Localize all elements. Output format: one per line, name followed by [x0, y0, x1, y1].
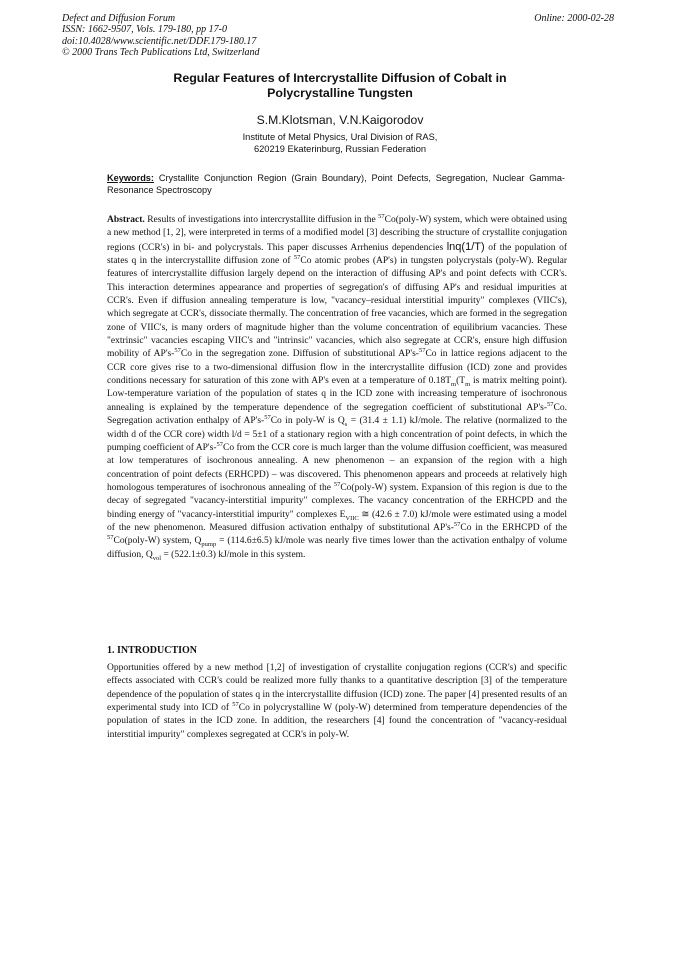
doi-line: doi:10.4028/www.scientific.net/DDF.179-180.17	[62, 35, 257, 47]
abstract-text: Co in the ERHCPD of the	[460, 522, 567, 533]
subscript: m	[451, 381, 457, 389]
abstract-text: Co from the CCR core is much larger than the volume diffusion coefficient, was measured at low temperatures of isochronous annealing. A new phenomenon – an expansion of the region with a high concentration of point defects (ERHCPD) – was discovered. This phenomenon appears and proceeds at relatively high homologous temperatures of isochronous annealing of the	[107, 442, 567, 493]
subscript: m	[465, 381, 471, 389]
subscript: VIIC	[345, 514, 359, 522]
abstract-text: of the population of states q in the intercrystallite diffusion zone of	[107, 242, 567, 267]
abstract-text: = (522.1±0.3) kJ/mole in this system.	[161, 549, 306, 560]
authors: S.M.Klotsman, V.N.Kaigorodov	[256, 113, 424, 127]
abstract-text: ≅ (42.6 ± 7.0) kJ/mole were estimated using a model of the new phenomenon. Measured diffusion activation enthalpy of substitutional AP's-	[107, 509, 568, 533]
affiliation-line-1: Institute of Metal Physics, Ural Division of RAS,	[242, 132, 438, 142]
keywords-text: Crystallite Conjunction Region (Grain Boundary), Point Defects, Segregation, Nuclear Gamma-Resonance Spectroscopy	[107, 173, 565, 196]
journal-header	[62, 13, 614, 59]
title-line-2: Polycrystalline Tungsten	[267, 86, 413, 100]
issn-line: ISSN: 1662-9507, Vols. 179-180, pp 17-0	[62, 24, 227, 36]
journal-name: Defect and Diffusion Forum	[62, 13, 176, 24]
subscript: pump	[201, 541, 217, 549]
isotope-sup: 57	[418, 347, 426, 355]
abstract-text: Co in poly-W is Q	[270, 416, 345, 427]
copyright-line: © 2000 Trans Tech Publications Ltd, Switzerland	[62, 47, 260, 59]
keywords	[107, 172, 565, 196]
paper-title	[90, 71, 590, 101]
affiliation-line-2: 620219 Ekaterinburg, Russian Federation	[253, 143, 427, 154]
isotope-sup: 57	[293, 253, 301, 261]
isotope-sup: 57	[547, 400, 554, 408]
isotope-sup: 57	[216, 440, 223, 448]
online-date: Online: 2000-02-28	[534, 13, 614, 24]
abstract-text: Co. Segregation activation enthalpy of AP's-	[107, 402, 567, 427]
abstract-text: Co in lattice regions adjacent to the CCR core gives rise to a two-dimensional diffusion flow in the intercrystallite diffusion (ICD) zone and provides conditions necessary for saturation of this zone with AP's even at a temperature of 0.18T	[107, 349, 567, 387]
title-line-1: Regular Features of Intercrystallite Diffusion of Cobalt in	[173, 71, 507, 85]
abstract-label: Abstract.	[107, 215, 145, 225]
lnq-expression: lnq(1/T)	[446, 240, 485, 253]
abstract-text: Results of investigations into intercrystallite diffusion in the	[147, 215, 379, 225]
intro-text: Opportunities offered by a new method [1,2] of investigation of crystallite conjugation regions (CCR's) and specific effects associated with CCR's could be realized more fully thanks to a quantitative description [3] of the temperature dependence of the population of states q in the intercrystallite diffusion (ICD) zone. The paper [4] presented results of an experimental study into ICD of	[107, 663, 567, 714]
subscript: s	[344, 421, 348, 429]
keywords-label: Keywords:	[107, 173, 154, 183]
isotope-sup: 57	[232, 700, 239, 708]
intro-text: Co in polycrystalline W (poly-W) determined from temperature dependencies of the population of states in the ICD zone. In addition, the researchers [4] found the concentration of "vacancy-residual interstitial impurity" complexes segregated at CCR's in poly-W.	[107, 703, 567, 740]
affiliation	[100, 132, 580, 155]
abstract	[107, 214, 567, 562]
isotope-sup: 57	[378, 212, 385, 220]
abstract-text: = (31.4 ± 1.1) kJ/mole. The relative (normalized to the width d of the CCR core) width l/d = 5±1 of a stationary region with a high concentration of point defects, in which the pumping coefficient of AP's-	[107, 416, 568, 453]
abstract-text: Co atomic probes (AP's) in tungsten polycrystals (poly-W). Regular features of intercrystallite diffusion largely depend on the interaction of diffusing AP's and point defects with CCR's. This interaction determines appearance and properties of segregation's of diffusing AP's and residual impurities at CCR's. Even if diffusion annealing temperature is low, "vacancy–residual interstitial impurity" complexes (VIIC's), which segregate at CCR's, dissociate thermally. The concentration of free vacancies, which are formed in the segregation zone of VIIC's, is many orders of magnitude higher than the volume concentration of equilibrium vacancies. These "extrinsic" vacancies escaping VIIC's and "intrinsic" vacancies, which also segregate at CCR's, ensure high diffusion mobility of AP's-	[107, 256, 567, 360]
isotope-sup: 57	[453, 520, 461, 528]
abstract-text: (T	[456, 376, 466, 387]
isotope-sup: 57	[264, 414, 271, 421]
abstract-text: = (114.6±6.5) kJ/mole was nearly five times lower than the activation enthalpy of volume diffusion, Q	[107, 536, 567, 560]
subscript: vol	[152, 554, 162, 562]
abstract-text: Co(poly-W) system. Expansion of this region is due to the decay of segregated "vacancy-interstitial impurity" complexes. The vacancy concentration of the ERHCPD and the binding energy of "vacancy-interstitial impurity" complexes E	[107, 482, 567, 520]
introduction-paragraph	[107, 662, 567, 742]
abstract-text: Co in the segregation zone. Diffusion of substitutional AP's-	[180, 349, 419, 360]
abstract-text: Co(poly-W) system, Q	[113, 536, 202, 547]
isotope-sup: 57	[107, 534, 114, 542]
isotope-sup: 57	[174, 347, 181, 355]
abstract-text: Co(poly-W) system, which were obtained using a new method [1, 2], were interpreted in terms of a modified model [3] describing the structure of crystallite conjugation regions (CCR's) in bi- and polycrystals. This paper discusses Arrhenius dependencies	[107, 215, 568, 253]
isotope-sup: 57	[333, 480, 341, 488]
abstract-text: is matrix melting point). Low-temperature variation of the population of states q in the ICD zone with increasing temperature of isochronous annealing is explained by the temperature dependence of the segregation coefficient of substitutional AP's-	[107, 376, 568, 413]
section-heading: 1. INTRODUCTION	[107, 645, 198, 656]
